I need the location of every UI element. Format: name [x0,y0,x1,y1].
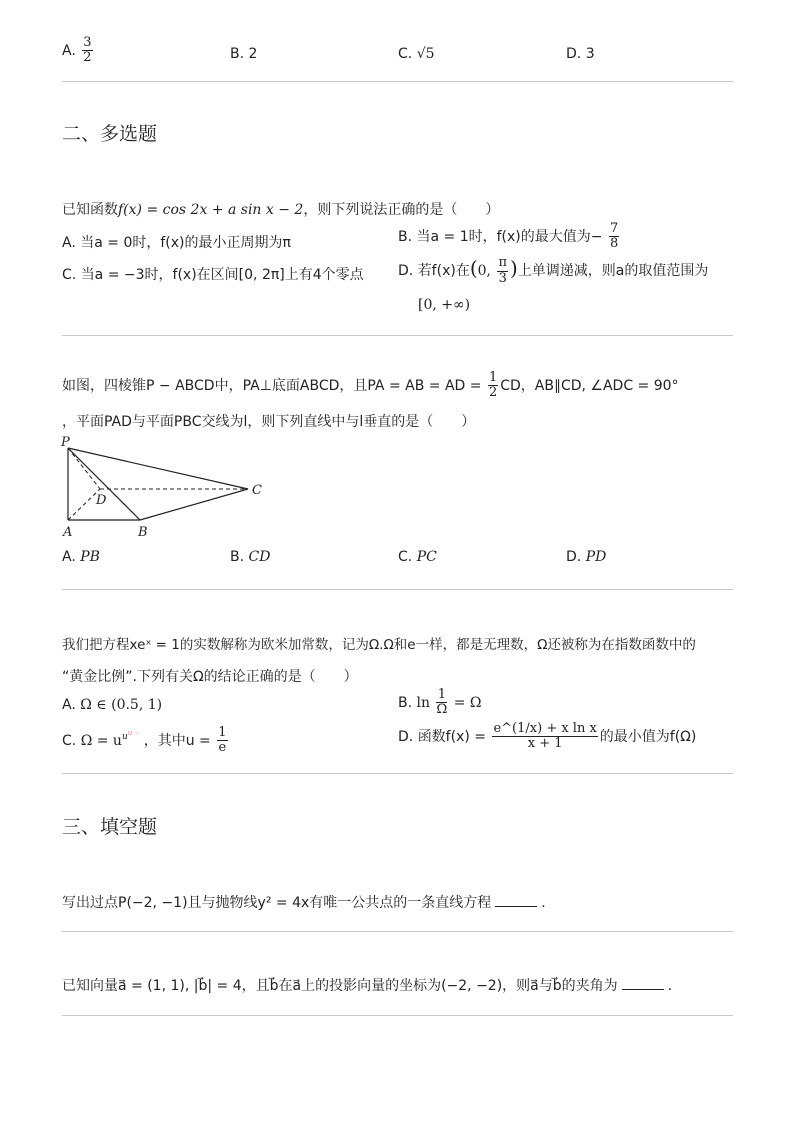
question-stem [62,975,672,995]
option-text: 上单调递减，则a的取值范围为 [517,263,709,279]
vertex-label-a: A [63,525,73,540]
divider [62,773,733,774]
stem-text: 如图，四棱锥P − ABCD中，PA⊥底面ABCD，且PA = AB = AD = [62,377,482,394]
question-stem [62,371,679,401]
numerator: 1 [488,370,498,385]
question-stem-line2: “黄金比例”.下列有关Ω的结论正确的是（ ） [62,669,358,685]
numerator: 1 [437,687,446,702]
option-label: B. [230,46,245,62]
option-d-continued: [0, +∞) [418,297,471,313]
option-label: B. [398,694,413,711]
option-text: 3 [585,46,595,62]
option-text: ln [416,694,431,711]
prev-option-a [62,36,95,66]
fraction [82,36,92,66]
option-label: C. [62,732,77,749]
denominator: 3 [498,270,507,286]
question-stem [62,892,546,912]
denominator: 2 [83,50,92,66]
option-a [62,232,291,252]
denominator: Ω [436,702,448,718]
pyramid-figure [58,434,278,544]
stem-text: CD，AB∥CD, ∠ADC = 90° [500,377,679,394]
option-text: PB [80,549,100,565]
option-b [230,549,270,565]
exponent: u [121,732,128,743]
option-text: ，其中u = [143,732,211,749]
option-label: A. [62,42,76,59]
option-text: 2 [248,46,258,62]
option-d [566,549,606,565]
numerator: 3 [83,35,92,50]
vertex-label-b: B [138,525,148,540]
numerator: π [498,255,507,271]
denominator: 2 [488,385,498,401]
prev-option-b [230,46,257,62]
option-label: D. [398,263,414,279]
prev-option-d [566,46,595,62]
fraction [497,256,508,286]
prev-option-c [398,46,435,62]
fraction [436,688,447,718]
option-text: 若f(x)在 [417,263,470,279]
numerator: 7 [609,221,619,236]
option-text: 函数f(x) = [417,728,487,745]
option-text: 当a = 1时，f(x)的最大值为− [416,228,603,245]
answer-blank[interactable] [495,894,537,907]
stem-text: ，则下列说法正确的是（ ） [303,202,500,218]
answer-blank[interactable] [622,977,664,990]
option-label: A. [62,549,76,565]
vertex-label-c: C [252,483,262,498]
option-label: D. [566,549,582,565]
numerator: 1 [218,725,227,740]
option-label: C. [398,549,413,565]
numerator: e^(1/x) + x ln x [493,721,597,736]
option-text: Ω = u [80,732,122,749]
option-label: D. [566,46,582,62]
option-text: = Ω [453,694,482,711]
option-label: C. [398,46,413,62]
option-label: A. [62,235,76,251]
fraction [217,726,227,756]
divider [62,589,733,590]
divider [62,81,733,82]
paren-left: ( [469,256,478,280]
divider [62,931,733,932]
stem-text: . [667,978,673,994]
option-label: B. [398,228,413,245]
denominator: x + 1 [527,736,563,752]
option-a [62,697,162,713]
interval-start: 0, [477,263,491,279]
option-b [398,688,482,718]
option-d [398,722,696,752]
option-a [62,549,100,565]
option-label: D. [398,728,414,745]
question-stem [62,199,499,219]
option-label: B. [230,549,245,565]
fraction [609,222,619,252]
option-text: 当a = −3时，f(x)在区间[0, 2π]上有4个零点 [80,267,364,283]
option-text: PC [416,549,437,565]
option-b [398,222,621,252]
option-text: 当a = 0时，f(x)的最小正周期为π [80,235,291,251]
option-c [398,549,437,565]
option-c [62,264,364,284]
option-c [62,726,230,756]
option-text: CD [248,549,271,565]
denominator: e [218,740,227,756]
edge-bc [140,489,248,520]
option-text: Ω ∈ (0.5, 1) [80,697,163,713]
exponent-nested: u⋯ [127,728,140,737]
divider [62,335,733,336]
option-text: 的最小值为f(Ω) [599,728,697,745]
section-title: 二、多选题 [62,123,158,145]
option-label: A. [62,697,76,713]
stem-text: 已知函数 [62,202,118,218]
stem-text: . [541,895,546,911]
vertex-label-p: P [61,435,70,450]
paren-right: ) [510,256,518,280]
section-title: 三、填空题 [62,816,158,838]
option-text: √5 [416,46,435,62]
divider [62,1015,733,1016]
denominator: 8 [609,236,619,252]
fraction [488,371,498,401]
stem-formula: f(x) = cos 2x + a sin x − 2 [118,202,304,218]
vertex-label-d: D [96,493,107,508]
option-label: C. [62,267,77,283]
question-stem-line2: ，平面PAD与平面PBC交线为l，则下列直线中与l垂直的是（ ） [62,414,476,430]
option-text: PD [585,549,607,565]
stem-text: 已知向量a⃗ = (1, 1), |b⃗| = 4，且b⃗在a⃗上的投影向量的坐标为(−2, −2)，则a⃗与b⃗的夹角为 [62,978,618,994]
fraction [492,722,597,752]
question-stem: 我们把方程xeˣ = 1的实数解称为欧米加常数，记为Ω.Ω和e一样，都是无理数，Ω还被称为在指数函数中的 [62,637,696,653]
stem-text: 写出过点P(−2, −1)且与抛物线y² = 4x有唯一公共点的一条直线方程 [62,895,492,911]
option-d [398,256,708,286]
